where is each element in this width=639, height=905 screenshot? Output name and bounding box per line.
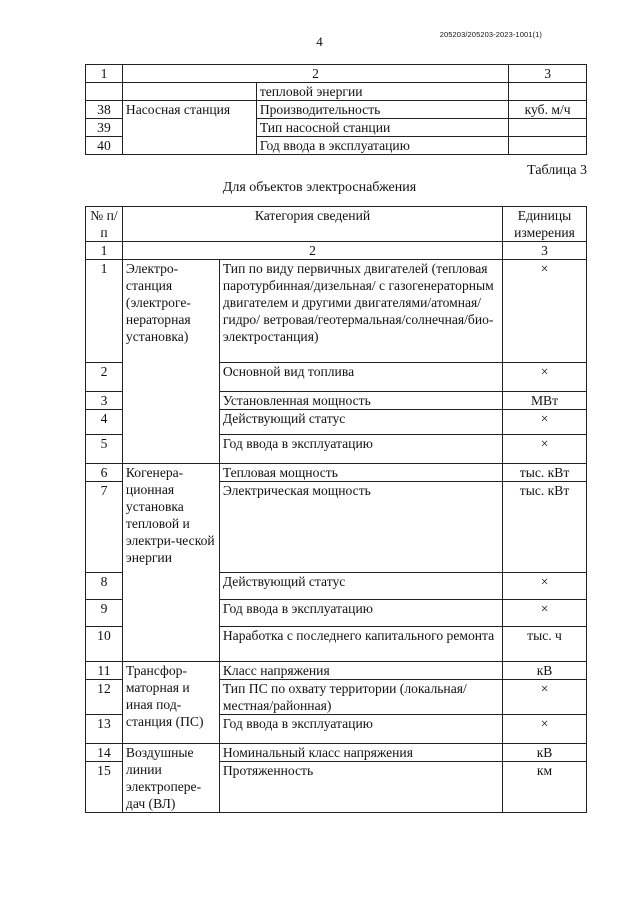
table-caption: Таблица 3 xyxy=(527,163,587,178)
unit-cell: × xyxy=(503,435,587,464)
info-cell: Основной вид топлива xyxy=(219,363,502,392)
continuation-table xyxy=(85,64,587,155)
col-number-1: 1 xyxy=(86,242,123,260)
row-number: 5 xyxy=(86,435,123,464)
row-number: 11 xyxy=(86,662,123,680)
row-number xyxy=(86,83,123,101)
header-row xyxy=(86,207,587,242)
table-row xyxy=(86,744,587,762)
unit-cell: × xyxy=(503,600,587,627)
row-number: 10 xyxy=(86,627,123,662)
info-cell: Производительность xyxy=(256,101,508,119)
row-number: 9 xyxy=(86,600,123,627)
header-units: Единицы измерения xyxy=(503,207,587,242)
row-number: 2 xyxy=(86,363,123,392)
row-number: 8 xyxy=(86,573,123,600)
info-cell: Тип ПС по охвату территории (локальная/местная/районная) xyxy=(219,680,502,715)
unit-cell: × xyxy=(503,715,587,744)
table-row xyxy=(86,101,587,119)
unit-cell: × xyxy=(503,260,587,363)
info-cell: Год ввода в эксплуатацию xyxy=(219,715,502,744)
info-cell: Установленная мощность xyxy=(219,392,502,410)
row-number: 15 xyxy=(86,762,123,813)
row-number: 12 xyxy=(86,680,123,715)
info-cell: Тип насосной станции xyxy=(256,119,508,137)
row-number: 13 xyxy=(86,715,123,744)
col-number-1: 1 xyxy=(86,65,123,83)
unit-cell: км xyxy=(503,762,587,813)
col-number-2: 2 xyxy=(122,242,502,260)
info-cell: Действующий статус xyxy=(219,410,502,435)
object-cell xyxy=(122,83,256,101)
unit-cell: МВт xyxy=(503,392,587,410)
info-cell: Год ввода в эксплуатацию xyxy=(256,137,508,155)
table-3 xyxy=(85,206,587,813)
info-cell: тепловой энергии xyxy=(256,83,508,101)
group-electro-station: Электро-станция (электроге-нераторная установка) xyxy=(122,260,219,464)
row-number: 4 xyxy=(86,410,123,435)
column-number-row xyxy=(86,65,587,83)
header-num: № п/п xyxy=(86,207,123,242)
unit-cell: тыс. ч xyxy=(503,627,587,662)
unit-cell: куб. м/ч xyxy=(509,101,587,119)
table-title: Для объектов электроснабжения xyxy=(222,180,417,195)
unit-cell xyxy=(509,137,587,155)
table-row xyxy=(86,260,587,363)
column-number-row xyxy=(86,242,587,260)
unit-cell: кВ xyxy=(503,662,587,680)
col-number-3: 3 xyxy=(503,242,587,260)
object-cell: Насосная станция xyxy=(122,101,256,155)
row-number: 14 xyxy=(86,744,123,762)
col-number-3: 3 xyxy=(509,65,587,83)
info-cell: Тепловая мощность xyxy=(219,464,502,482)
unit-cell: × xyxy=(503,573,587,600)
info-cell: Наработка с последнего капитального ремонта xyxy=(219,627,502,662)
info-cell: Номинальный класс напряжения xyxy=(219,744,502,762)
group-overhead-lines: Воздушные линии электропере-дач (ВЛ) xyxy=(122,744,219,813)
unit-cell: тыс. кВт xyxy=(503,482,587,573)
row-number: 38 xyxy=(86,101,123,119)
row-number: 39 xyxy=(86,119,123,137)
group-substation: Трансфор-маторная и иная под-станция (ПС) xyxy=(122,662,219,744)
table-row xyxy=(86,662,587,680)
row-number: 6 xyxy=(86,464,123,482)
row-number: 7 xyxy=(86,482,123,573)
table-row xyxy=(86,83,587,101)
unit-cell: × xyxy=(503,363,587,392)
info-cell: Электрическая мощность xyxy=(219,482,502,573)
info-cell: Тип по виду первичных двигателей (тепловая паротурбинная/дизельная/ с газогенераторным двигателем и другими двигателями/атомная/гидро/ ветровая/геотермальная/солнечная/био-электростанция) xyxy=(219,260,502,363)
row-number: 40 xyxy=(86,137,123,155)
unit-cell: × xyxy=(503,680,587,715)
info-cell: Протяженность xyxy=(219,762,502,813)
unit-cell: кВ xyxy=(503,744,587,762)
info-cell: Год ввода в эксплуатацию xyxy=(219,435,502,464)
unit-cell xyxy=(509,119,587,137)
table-row xyxy=(86,464,587,482)
row-number: 1 xyxy=(86,260,123,363)
group-cogeneration: Когенера-ционная установка тепловой и электри-ческой энергии xyxy=(122,464,219,662)
unit-cell: тыс. кВт xyxy=(503,464,587,482)
header-category: Категория сведений xyxy=(122,207,502,242)
unit-cell: × xyxy=(503,410,587,435)
document-id: 205203/205203-2023-1001(1) xyxy=(439,30,542,39)
info-cell: Класс напряжения xyxy=(219,662,502,680)
info-cell: Действующий статус xyxy=(219,573,502,600)
row-number: 3 xyxy=(86,392,123,410)
unit-cell xyxy=(509,83,587,101)
info-cell: Год ввода в эксплуатацию xyxy=(219,600,502,627)
page-number: 4 xyxy=(316,34,323,49)
col-number-2: 2 xyxy=(122,65,508,83)
